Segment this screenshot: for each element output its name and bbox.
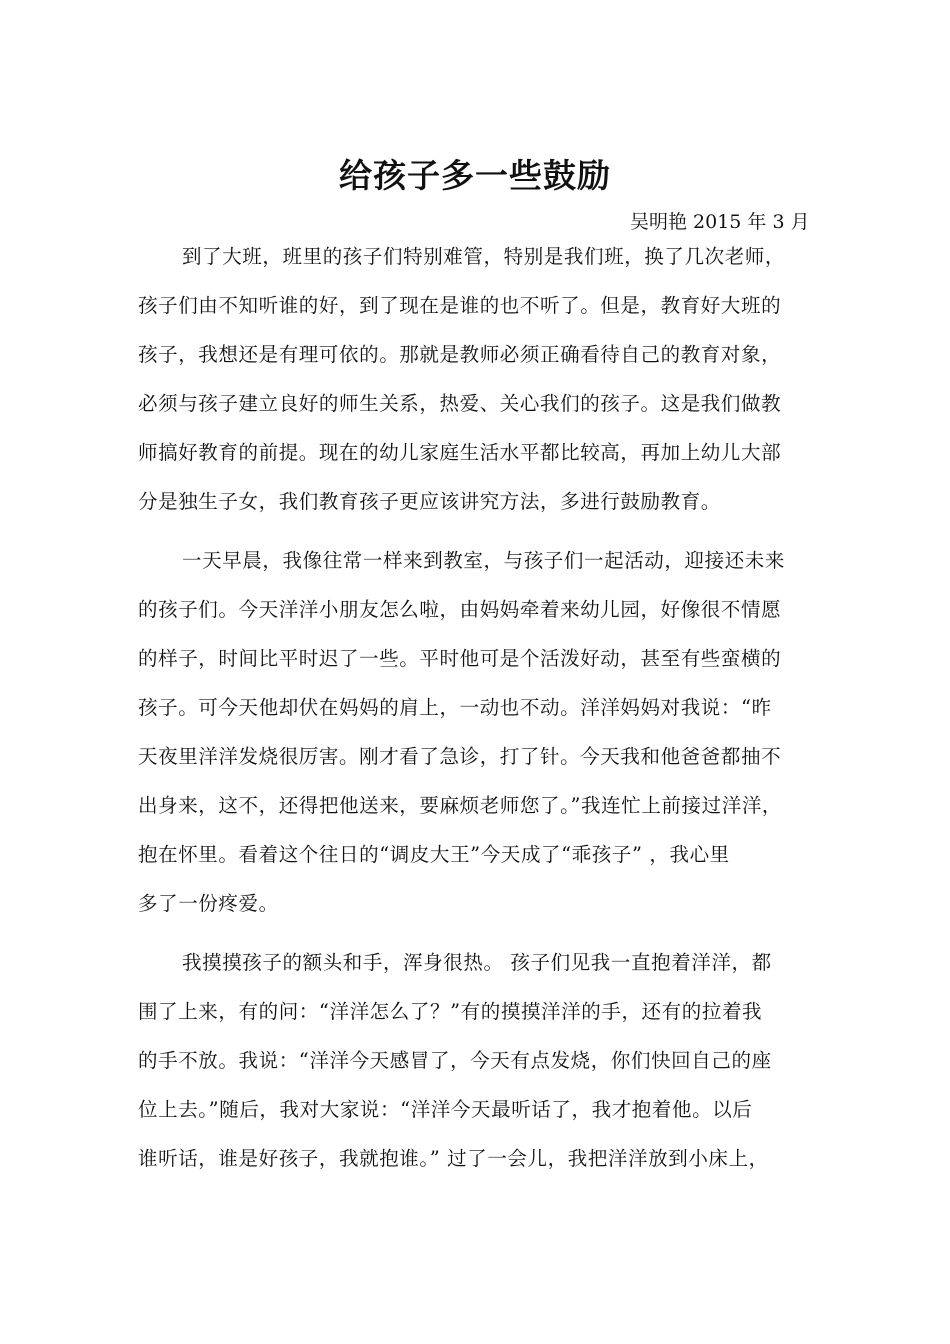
text-line: 师搞好教育的前提。现在的幼儿家庭生活水平都比较高，再加上幼儿大部 [138,441,782,464]
text-line: 的手不放。我说：“洋洋今天感冒了，今天有点发烧，你们快回自己的座 [138,1049,772,1072]
text-line: 围了上来，有的问：“洋洋怎么了？”有的摸摸洋洋的手，还有的拉着我 [138,1000,763,1023]
text-line: 谁听话，谁是好孩子，我就抱谁。” 过了一会儿，我把洋洋放到小床上， [138,1147,769,1170]
paragraph-3 [138,938,772,1183]
text-line: 必须与孩子建立良好的师生关系，热爱、关心我们的孩子。这是我们做教 [138,392,782,415]
text-line: 我摸摸孩子的额头和手，浑身很热。 孩子们见我一直抱着洋洋，都 [182,951,772,974]
text-line: 出身来，这不，还得把他送来，要麻烦老师您了。”我连忙上前接过洋洋， [138,794,783,817]
text-line: 孩子们由不知听谁的好，到了现在是谁的也不听了。但是，教育好大班的 [138,294,782,317]
text-line: 的样子，时间比平时迟了一些。平时他可是个活泼好动，甚至有些蛮横的 [138,647,782,670]
text-line: 天夜里洋洋发烧很厉害。刚才看了急诊，打了针。今天我和他爸爸都抽不 [138,745,782,768]
paragraph-2 [138,536,785,928]
text-line: 抱在怀里。看着这个往日的“调皮大王”今天成了“乖孩子” ，我心里 [138,843,730,866]
text-line: 位上去。”随后，我对大家说：“洋洋今天最听话了，我才抱着他。以后 [138,1098,753,1121]
text-line: 孩子，我想还是有理可依的。那就是教师必须正确看待自己的教育对象， [138,343,782,366]
text-line: 孩子。可今天他却伏在妈妈的肩上，一动也不动。洋洋妈妈对我说：“昨 [138,696,772,719]
text-line: 一天早晨，我像往常一样来到教室，与孩子们一起活动，迎接还未来 [182,549,786,572]
paragraph-1 [138,232,785,526]
text-line: 到了大班，班里的孩子们特别难管，特别是我们班，换了几次老师， [182,245,786,268]
author-date-line: 吴明艳 2015 年 3 月 [630,211,810,233]
text-line: 的孩子们。今天洋洋小朋友怎么啦，由妈妈牵着来幼儿园，好像很不情愿 [138,598,782,621]
text-line: 分是独生子女，我们教育孩子更应该讲究方法，多进行鼓励教育。 [138,490,721,513]
text-line: 多了一份疼爱。 [138,892,279,915]
document-title: 给孩子多一些鼓励 [339,156,611,195]
